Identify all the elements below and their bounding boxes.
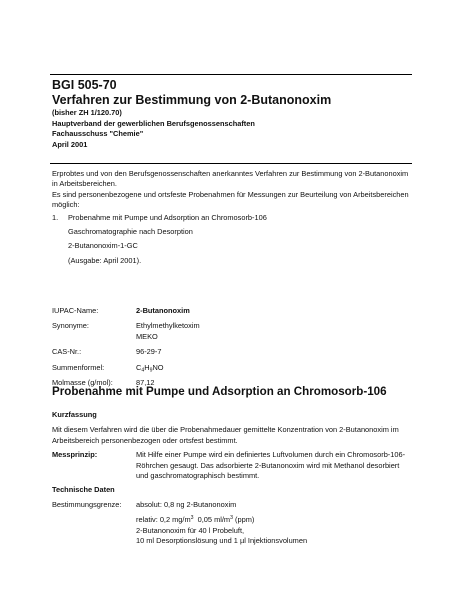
property-value: 87,12 <box>136 378 155 388</box>
property-label: CAS-Nr.: <box>52 347 82 357</box>
property-value <box>136 321 412 342</box>
publisher: Hauptverband der gewerblichen Berufsgenossenschaften <box>52 118 255 128</box>
messprinzip-row <box>52 450 412 481</box>
publication-date: April 2001 <box>52 139 88 149</box>
unit-superscript: 3 <box>230 515 233 522</box>
list-item: (Ausgabe: April 2001). <box>68 255 142 265</box>
section-title: Probenahme mit Pumpe und Adsorption an Chromosorb-106 <box>52 385 387 398</box>
bestimmungsgrenze-label: Bestimmungsgrenze: <box>52 499 122 509</box>
bestimmungsgrenze-values <box>136 500 412 547</box>
property-label: Synonyme: <box>52 321 89 331</box>
unit-superscript: 3 <box>190 515 194 522</box>
property-row-iupac <box>52 306 412 316</box>
relativ-part: (ppm) <box>232 515 255 525</box>
formula-subscript: 4 <box>141 367 145 374</box>
intro-paragraph-1: Erprobtes und von den Berufsgenossenschaften anerkanntes Verfahren zur Bestimmung von 2-Butanonoxim in Arbeitsbereichen. <box>52 169 409 189</box>
list-item: Probenahme mit Pumpe und Adsorption an Chromosorb-106 <box>68 212 267 222</box>
synonym: MEKO <box>136 331 158 341</box>
list-item: Gaschromatographie nach Desorption <box>68 227 193 237</box>
relativ-line-3: 10 ml Desorptionslösung und 1 µl Injektionsvolumen <box>136 536 308 546</box>
previous-reference: (bisher ZH 1/120.70) <box>52 108 122 117</box>
relativ-line-2: 2-Butanonoxim für 40 l Probeluft, <box>136 525 245 535</box>
intro-section <box>52 169 412 270</box>
synonym: Ethylmethylketoxim <box>136 321 200 331</box>
document-header <box>52 78 412 150</box>
substance-properties <box>52 306 412 393</box>
property-label: Summenformel: <box>52 362 105 372</box>
property-value: 96-29-7 <box>136 347 162 357</box>
property-label: Molmasse (g/mol): <box>52 378 113 388</box>
property-row-synonyme <box>52 321 412 342</box>
kurzfassung-text: Mit diesem Verfahren wird die über die Probenahmedauer gemittelte Konzentration von 2-Butanonoxim im Arbeitsbereich personenbezogen oder ortsfest bestimmt. <box>52 425 399 445</box>
formula-element: H <box>144 362 150 372</box>
intro-paragraph-2: Es sind personenbezogene und ortsfeste Probenahmen für Messungen zur Beurteilung von Arbeitsbereichen möglich: <box>52 189 409 210</box>
relativ-part: relativ: 0,2 mg/m <box>136 515 191 525</box>
method-section <box>52 410 412 550</box>
kurzfassung-heading: Kurzfassung <box>52 410 97 419</box>
property-label: IUPAC-Name: <box>52 306 99 315</box>
formula-element: NO <box>152 362 164 372</box>
technische-daten-heading: Technische Daten <box>52 485 115 495</box>
top-rule <box>50 74 412 75</box>
relativ-part: 0,05 ml/m <box>193 515 231 525</box>
property-value: 2-Butanonoxim <box>136 306 190 315</box>
absolut-value: absolut: 0,8 ng 2-Butanonoxim <box>136 499 237 509</box>
molecular-formula <box>136 363 412 373</box>
committee: Fachausschuss "Chemie" <box>52 129 144 138</box>
relativ-value <box>136 515 412 525</box>
formula-element: C <box>136 362 142 372</box>
messprinzip-label: Messprinzip: <box>52 450 98 460</box>
method-list <box>52 213 412 267</box>
list-number: 1. <box>52 212 59 222</box>
messprinzip-text: Mit Hilfe einer Pumpe wird ein definiertes Luftvolumen durch ein Chromosorb-106-Röhrchen gesaugt. Das adsorbierte 2-Butanonoxim wird mit Methanol desorbiert und gaschromatographisch bestimmt. <box>136 450 406 481</box>
property-row-formel <box>52 363 412 373</box>
header-rule <box>50 163 412 164</box>
document-code: BGI 505-70 <box>52 78 117 92</box>
list-item: 2-Butanonoxim-1-GC <box>68 241 138 251</box>
formula-subscript: 9 <box>149 367 153 374</box>
property-row-cas <box>52 347 412 357</box>
document-title: Verfahren zur Bestimmung von 2-Butanonoxim <box>52 93 332 107</box>
bestimmungsgrenze-row <box>52 500 412 547</box>
